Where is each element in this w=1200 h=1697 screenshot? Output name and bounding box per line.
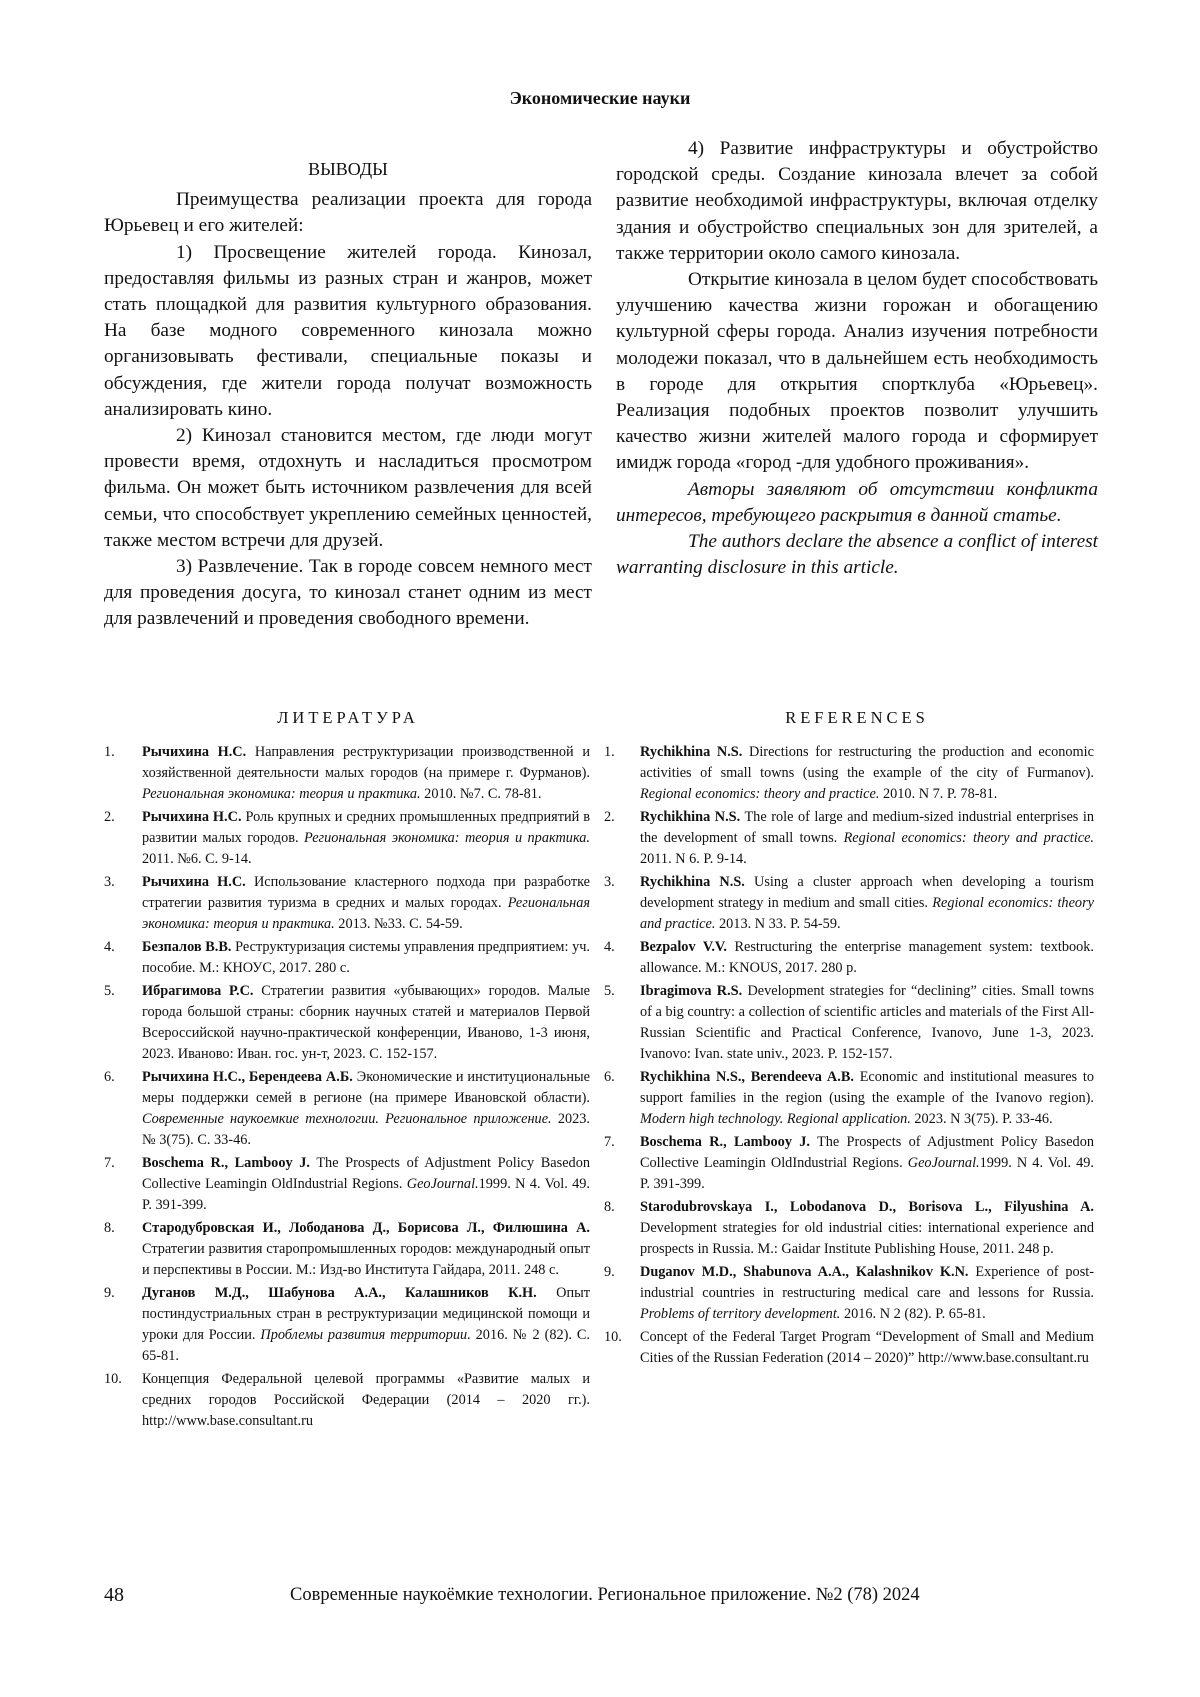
reference-number: 10.: [104, 1371, 122, 1387]
reference-authors: Rychikhina N.S., Berendeeva A.B.: [640, 1069, 854, 1085]
reference-item: [104, 981, 590, 1065]
reference-item: [604, 981, 1094, 1065]
reference-journal: GeoJournal.: [907, 1155, 980, 1171]
reference-details: 2023. № 3(75). С. 33-46.: [142, 1111, 591, 1148]
section-header: Экономические науки: [509, 88, 691, 108]
reference-number: 5.: [604, 983, 615, 999]
reference-item: [604, 872, 1094, 935]
reference-number: 8.: [604, 1199, 615, 1215]
reference-text: Направления реструктуризации производственной и хозяйственной деятельности малых городов (на примере г. Фурманов).: [142, 744, 590, 781]
reference-journal: Проблемы развития территории.: [260, 1327, 471, 1343]
reference-journal: Regional economics: theory and practice.: [640, 786, 880, 802]
reference-text: The Prospects of Adjustment Policy Basedon Collective Leamingin OldIndustrial Regions.: [640, 1134, 1095, 1171]
reference-text: Experience of post-industrial countries in restructuring medical care and lessons for Russia.: [640, 1264, 1094, 1301]
reference-number: 1.: [604, 744, 615, 760]
reference-number: 9.: [104, 1285, 115, 1301]
reference-item: [104, 872, 590, 935]
reference-text: Экономические и институциональные меры поддержки семей в регионе (на примере Ивановской области).: [142, 1069, 590, 1106]
reference-text: Роль крупных и средних промышленных предприятий в развитии малых городов.: [142, 809, 590, 846]
reference-journal: Regional economics: theory and practice.: [640, 895, 1094, 932]
reference-item: [604, 1197, 1094, 1260]
reference-item: [104, 1218, 590, 1281]
reference-item: [104, 1153, 590, 1216]
reference-authors: Boschema R., Lambooy J.: [640, 1134, 810, 1150]
reference-number: 4.: [604, 939, 615, 955]
reference-item: [604, 742, 1094, 805]
reference-item: [104, 742, 590, 805]
reference-item: [604, 1327, 1094, 1369]
reference-item: [604, 1262, 1094, 1325]
reference-text: Реструктуризация системы управления предприятием: уч. пособие. М.: КНОУС, 2017. 280 с.: [142, 939, 590, 976]
reference-item: [104, 1283, 590, 1367]
reference-authors: Стародубровская И., Лободанова Д., Борисова Л., Филюшина А.: [142, 1220, 590, 1236]
paragraph: 2) Кинозал становится местом, где люди могут провести время, отдохнуть и насладиться просмотром фильма. Он может быть источником развлечения для всей семьи, что способствует укреплению семейных ценностей, также местом встречи для друзей.: [104, 425, 592, 551]
reference-number: 6.: [604, 1069, 615, 1085]
literature-heading: ЛИТЕРАТУРА: [277, 708, 419, 727]
conclusions-column-continued: [616, 136, 1098, 581]
reference-details: 2013. N 33. P. 54-59.: [715, 916, 841, 932]
reference-item: [604, 1132, 1094, 1195]
reference-number: 4.: [104, 939, 115, 955]
reference-details: 1999. N 4. Vol. 49. P. 391-399.: [142, 1176, 590, 1213]
reference-details: 2011. N 6. P. 9-14.: [640, 851, 747, 867]
paragraph: 4) Развитие инфраструктуры и обустройство городской среды. Создание кинозала влечет за собой развитие необходимой инфраструктуры, включая отделку здания и обустройство специальных зон для зрителей, а также территории около самого кинозала.: [616, 138, 1098, 264]
reference-number: 2.: [104, 809, 115, 825]
reference-text: Опыт постиндустриальных стран в реструктуризации медицинской помощи и уроки для России.: [142, 1285, 590, 1343]
references-list: [604, 742, 1094, 1371]
paragraph: 3) Развлечение. Так в городе совсем немного мест для проведения досуга, то кинозал станет одним из мест для развлечений и проведения свободного времени.: [104, 556, 592, 630]
reference-details: 2023. N 3(75). P. 33-46.: [910, 1111, 1053, 1127]
reference-authors: Rychikhina N.S.: [640, 744, 743, 760]
reference-authors: Starodubrovskaya I., Lobodanova D., Borisova L., Filyushina A.: [640, 1199, 1094, 1215]
reference-journal: Modern high technology. Regional application.: [640, 1111, 911, 1127]
reference-authors: Rychikhina N.S.: [640, 874, 745, 890]
reference-item: [604, 1067, 1094, 1130]
paragraph: Преимущества реализации проекта для города Юрьевец и его жителей:: [104, 189, 592, 237]
reference-number: 2.: [604, 809, 615, 825]
reference-authors: Дуганов М.Д., Шабунова А.А., Калашников К.Н.: [142, 1285, 537, 1301]
reference-authors: Duganov M.D., Shabunova A.A., Kalashnikov K.N.: [640, 1264, 969, 1280]
reference-text: Restructuring the enterprise management system: textbook. allowance. M.: KNOUS, 2017. 280 p.: [640, 939, 1094, 976]
conflict-statement-ru: Авторы заявляют об отсутствии конфликта интересов, требующего раскрытия в данной статье.: [616, 478, 1098, 526]
reference-number: 3.: [604, 874, 615, 890]
reference-details: 2010. №7. С. 78-81.: [420, 786, 542, 802]
reference-journal: GeoJournal.: [406, 1176, 479, 1192]
reference-details: 2010. N 7. P. 78-81.: [879, 786, 998, 802]
reference-details: 2016. N 2 (82). P. 65-81.: [840, 1306, 986, 1322]
reference-number: 7.: [104, 1155, 115, 1171]
reference-item: [604, 937, 1094, 979]
page-number: 48: [104, 1584, 124, 1606]
conflict-statement-en: The authors declare the absence a conflict of interest warranting disclosure in this article.: [616, 531, 1098, 579]
reference-item: [104, 1369, 590, 1432]
reference-authors: Рычихина Н.С.: [142, 809, 242, 825]
reference-journal: Regional economics: theory and practice.: [843, 830, 1095, 846]
reference-journal: Региональная экономика: теория и практика.: [303, 830, 590, 846]
paragraph: 1) Просвещение жителей города. Кинозал, предоставляя фильмы из разных стран и жанров, может стать площадкой для развития культурного образования. На базе модного современного кинозала можно организовывать фестивали, специальные показы и обсуждения, где жители города получат возможность анализировать кино.: [104, 241, 592, 420]
reference-authors: Рычихина Н.С., Берендеева А.Б.: [142, 1069, 353, 1085]
reference-journal: Problems of territory development.: [640, 1306, 841, 1322]
reference-details: 2011. №6. С. 9-14.: [142, 851, 252, 867]
reference-number: 1.: [104, 744, 115, 760]
reference-text: Using a cluster approach when developing a tourism development strategy in medium and small cities.: [640, 874, 1094, 911]
reference-details: 2016. № 2 (82). С. 65-81.: [142, 1327, 590, 1364]
reference-journal: Региональная экономика: теория и практика.: [142, 895, 590, 932]
paragraph: Открытие кинозала в целом будет способствовать улучшению качества жизни горожан и обогащению культурной сферы города. Анализ изучения потребности молодежи показал, что в дальнейшем есть необходимость в городе для открытия спортклуба «Юрьевец». Реализация подобных проектов позволит улучшить качество жизни жителей малого города и сформирует имидж города «город -для удобного проживания».: [616, 269, 1098, 474]
reference-details: 1999. N 4. Vol. 49. P. 391-399.: [640, 1155, 1094, 1192]
reference-authors: Ibragimova R.S.: [640, 983, 743, 999]
reference-text: Стратегии развития «убывающих» городов. Малые города большой страны: сборник научных статей и материалов Первой Всероссийской научно-практической конференции, Иваново, 1-3 июня, 2023. Иваново: Иван. гос. ун-т, 2023. С. 152-157.: [142, 983, 590, 1062]
reference-authors: Rychikhina N.S.: [640, 809, 741, 825]
reference-number: 5.: [104, 983, 115, 999]
reference-text: Концепция Федеральной целевой программы «Развитие малых и средних городов Российской Федерации (2014 – 2020 гг.). http://www.base.consultant.ru: [142, 1371, 590, 1429]
reference-text: The Prospects of Adjustment Policy Basedon Collective Leamingin OldIndustrial Regions.: [142, 1155, 591, 1192]
reference-item: [104, 1067, 590, 1151]
reference-number: 8.: [104, 1220, 115, 1236]
reference-number: 3.: [104, 874, 115, 890]
reference-authors: Bezpalov V.V.: [640, 939, 727, 955]
reference-text: Directions for restructuring the production and economic activities of small towns (using the example of the city of Furmanov).: [640, 744, 1094, 781]
reference-number: 6.: [104, 1069, 115, 1085]
reference-authors: Рычихина Н.С.: [142, 874, 246, 890]
reference-text: Concept of the Federal Target Program “Development of Small and Medium Cities of the Russian Federation (2014 – 2020)” http://www.base.consultant.ru: [640, 1329, 1094, 1366]
conclusions-column: [104, 142, 592, 633]
references-heading: REFERENCES: [785, 708, 929, 727]
reference-item: [104, 807, 590, 870]
reference-details: 2013. №33. С. 54-59.: [334, 916, 463, 932]
reference-text: Economic and institutional measures to support families in the region (using the example of the Ivanovo region).: [640, 1069, 1094, 1106]
literature-list: [104, 742, 590, 1434]
conclusions-heading: ВЫВОДЫ: [308, 159, 388, 179]
reference-authors: Boschema R., Lambooy J.: [142, 1155, 310, 1171]
reference-item: [604, 807, 1094, 870]
reference-text: Development strategies for “declining” cities. Small towns of a big country: a collection of scientific articles and materials of the First All-Russian Scientific and Practical Conference, Ivanovo, June 1-3, 2023. Ivanovo: Ivan. state univ., 2023. P. 152-157.: [640, 983, 1095, 1062]
reference-number: 7.: [604, 1134, 615, 1150]
reference-number: 9.: [604, 1264, 615, 1280]
reference-authors: Безпалов В.В.: [142, 939, 232, 955]
reference-text: Development strategies for old industrial cities: international experience and prospects in Russia. M.: Gaidar Institute Publishing House, 2011. 248 p.: [640, 1220, 1094, 1257]
reference-text: The role of large and medium-sized industrial enterprises in the development of small towns.: [640, 809, 1094, 846]
reference-authors: Рычихина Н.С.: [142, 744, 247, 760]
reference-authors: Ибрагимова Р.С.: [142, 983, 254, 999]
reference-text: Использование кластерного подхода при разработке стратегии развития туризма в средних и малых городах.: [142, 874, 591, 911]
reference-journal: Региональная экономика: теория и практика.: [142, 786, 421, 802]
reference-item: [104, 937, 590, 979]
reference-number: 10.: [604, 1329, 622, 1345]
journal-title: Современные наукоёмкие технологии. Региональное приложение. №2 (78) 2024: [290, 1585, 920, 1605]
reference-journal: Современные наукоемкие технологии. Региональное приложение.: [142, 1111, 552, 1127]
reference-text: Стратегии развития старопромышленных городов: международный опыт и перспективы в России. М.: Изд-во Института Гайдара, 2011. 248 с.: [142, 1241, 590, 1278]
